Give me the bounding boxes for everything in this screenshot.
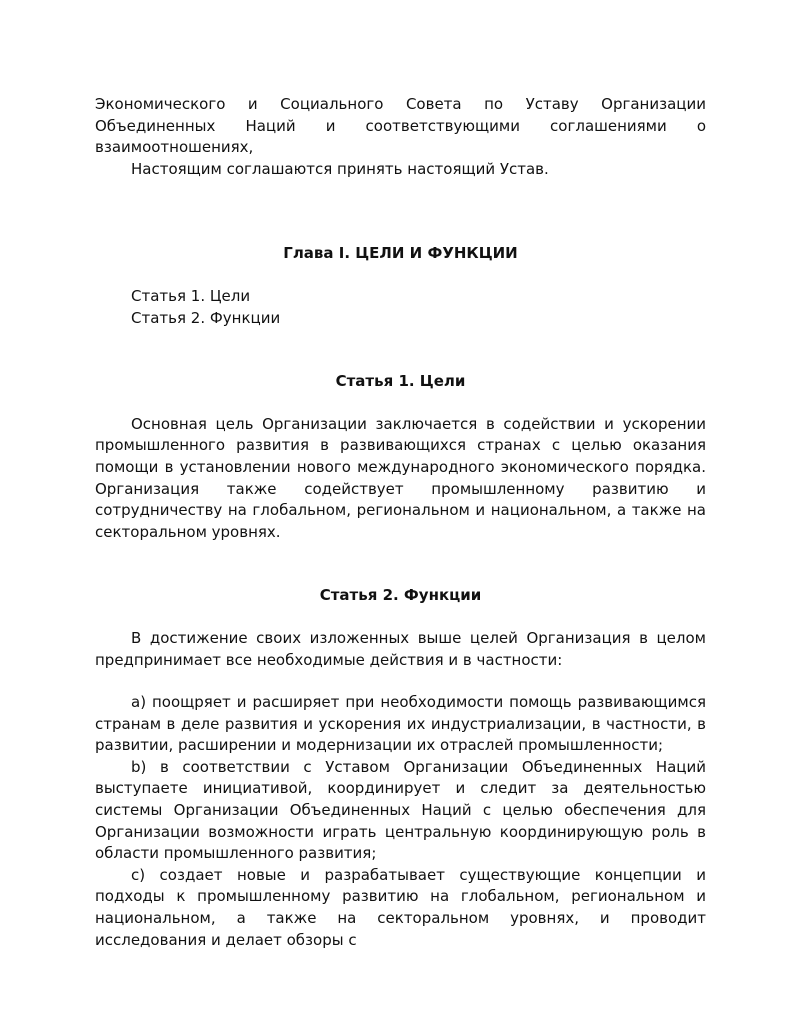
document-page: [95, 94, 706, 951]
article-2-title: Статья 2. Функции: [319, 586, 482, 605]
article-2-item-c: с) создает новые и разрабатывает существующие концепции и подходы к промышленному развитию на глобальном, региональном и национальном, а также на секторальном уровнях, и проводит исследования и делает обзоры с: [95, 865, 706, 949]
article-1-text: Основная цель Организации заключается в содействии и ускорении промышленного развития в развивающихся странах с целью оказания помощи в установлении нового международного экономического порядка. Организация также содействует промышленному развитию и сотрудничеству на глобальном, региональном и национальном, а также на секторальном уровнях.: [95, 414, 706, 541]
intro-paragraph: Экономического и Социального Совета по Уставу Организации Объединенных Наций и соответствующими соглашениями о взаимоотношениях,: [95, 95, 706, 157]
article-1-title: Статья 1. Цели: [335, 372, 466, 391]
intro-resolution: Настоящим соглашаются принять настоящий Устав.: [131, 159, 549, 178]
article-2-item-b: b) в соответствии с Уставом Организации Объединенных Наций выступаете инициативой, координирует и следит за деятельностью системы Организации Объединенных Наций с целью обеспечения для Организации возможности играть центральную координирующую роль в области промышленного развития;: [95, 757, 706, 863]
article-2-intro: В достижение своих изложенных выше целей Организация в целом предпринимает все необходимые действия и в частности:: [95, 628, 706, 669]
toc-item-article-1: Статья 1. Цели: [131, 286, 251, 305]
toc-item-article-2: Статья 2. Функции: [131, 308, 281, 327]
article-2-item-a: а) поощряет и расширяет при необходимости помощь развивающимся странам в деле развития и ускорения их индустриализации, в частности, в развитии, расширении и модернизации их отраслей промышленности;: [95, 693, 706, 755]
chapter-title: Глава I. ЦЕЛИ И ФУНКЦИИ: [283, 244, 518, 263]
